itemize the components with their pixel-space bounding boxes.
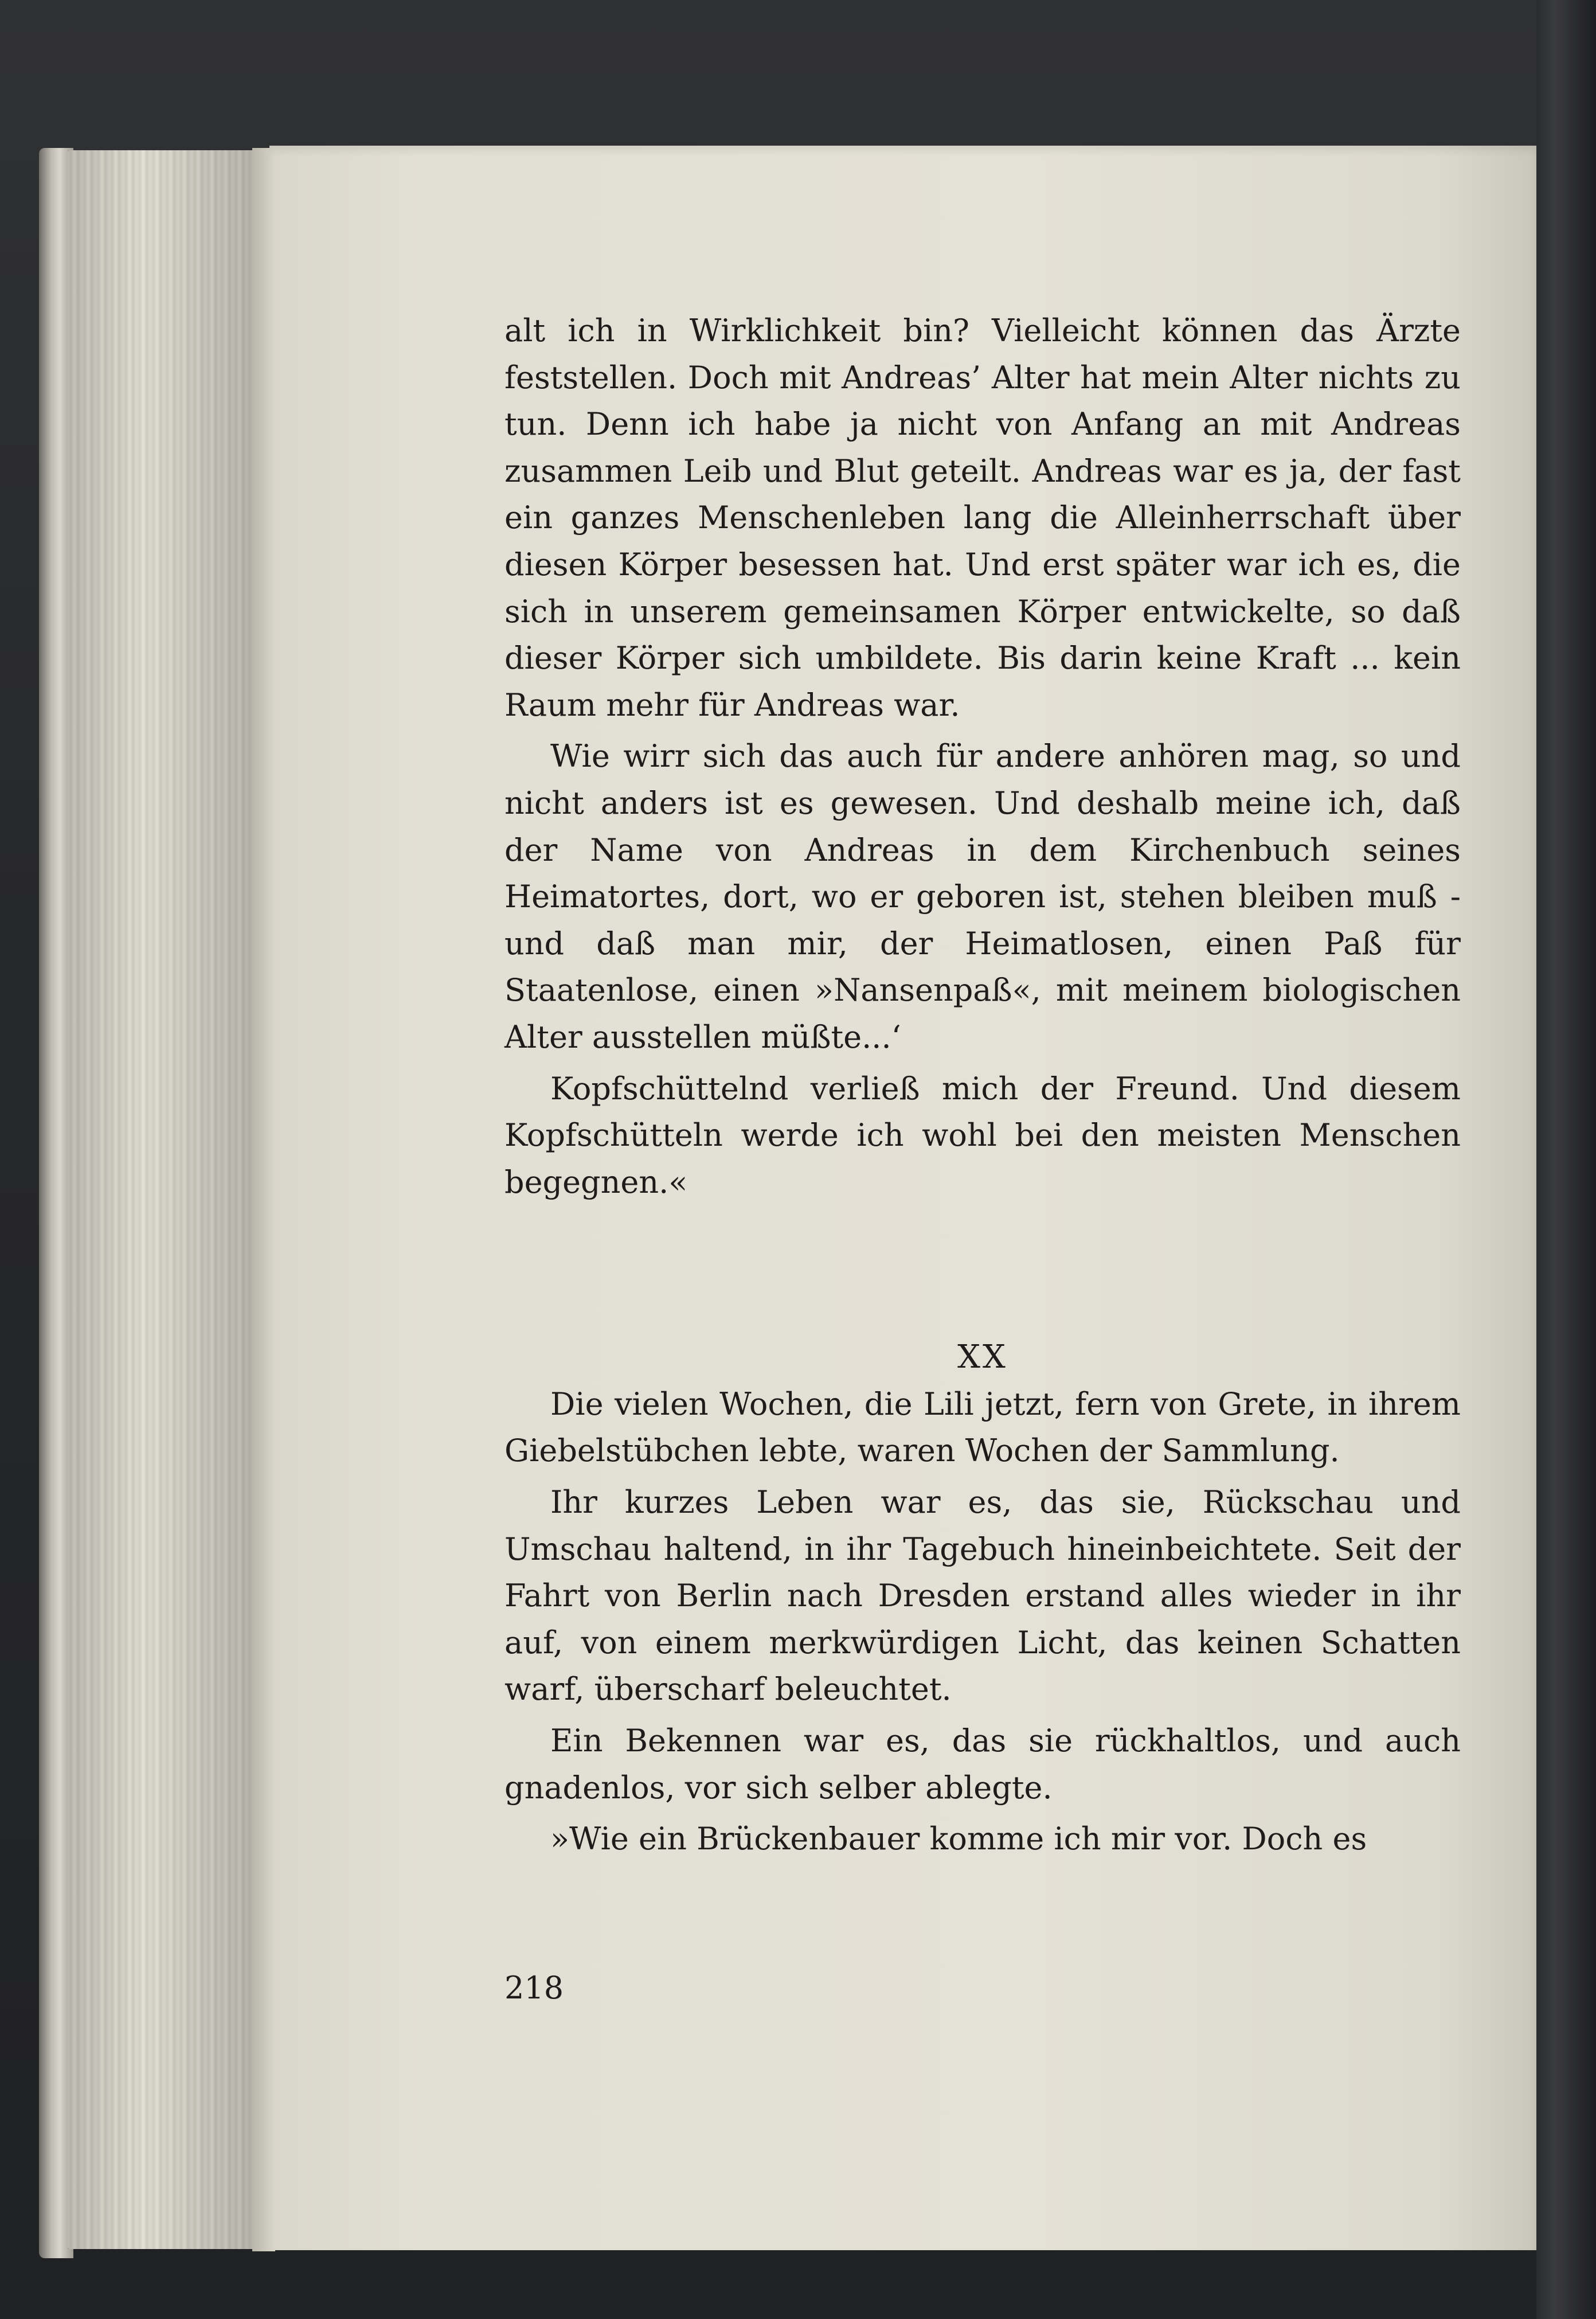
paragraph: Die vielen Wochen, die Lili jetzt, fern von Grete, in ihrem Giebelstübchen lebte, waren Wochen der Sammlung. <box>504 1385 1461 1469</box>
paragraph: Wie wirr sich das auch für andere anhören mag, so und nicht anders ist es gewesen. Und deshalb meine ich, daß der Name von Andreas in dem Kirchenbuch seines Heimatortes, dort, wo er geboren ist, stehen bleiben muß - und daß man mir, der Heimatlosen, einen Paß für Staatenlose, einen »Nansenpaß«, mit meinem biologischen Alter ausstellen müßte...‘ <box>504 738 1461 1055</box>
chapter-heading: XX <box>957 1338 1008 1376</box>
paragraph: »Wie ein Brückenbauer komme ich mir vor. Doch es <box>550 1821 1367 1857</box>
paragraph: Ihr kurzes Leben war es, das sie, Rückschau und Umschau haltend, in ihr Tagebuch hineinbeichtete. Seit der Fahrt von Berlin nach Dresden erstand alles wieder in ihr auf, von einem merkwürdigen Licht, das keinen Schatten warf, überscharf beleuchtet. <box>504 1484 1461 1708</box>
paragraph: alt ich in Wirklichkeit bin? Vielleicht können das Ärzte feststellen. Doch mit Andreas’ Alter hat mein Alter nichts zu tun. Denn ich habe ja nicht von Anfang an mit Andreas zusammen Leib und Blut geteilt. Andreas war es ja, der fast ein ganzes Menschenleben lang die Alleinherrschaft über diesen Körper besessen hat. Und erst später war ich es, die sich in unserem gemeinsamen Körper entwickelte, so daß dieser Körper sich umbildete. Bis darin keine Kraft ... kein Raum mehr für Andreas war. <box>504 313 1461 723</box>
right-edge-shadow <box>1536 0 1596 2319</box>
page-edges-stack <box>68 150 257 2249</box>
paragraph: Kopfschüttelnd verließ mich der Freund. Und diesem Kopfschütteln werde ich wohl bei den meisten Menschen begegnen.« <box>504 1070 1461 1200</box>
page-text <box>504 307 1461 1867</box>
page-number: 218 <box>504 1970 564 2006</box>
paragraph: Ein Bekennen war es, das sie rückhaltlos, und auch gnadenlos, vor sich selber ablegte. <box>504 1723 1461 1806</box>
